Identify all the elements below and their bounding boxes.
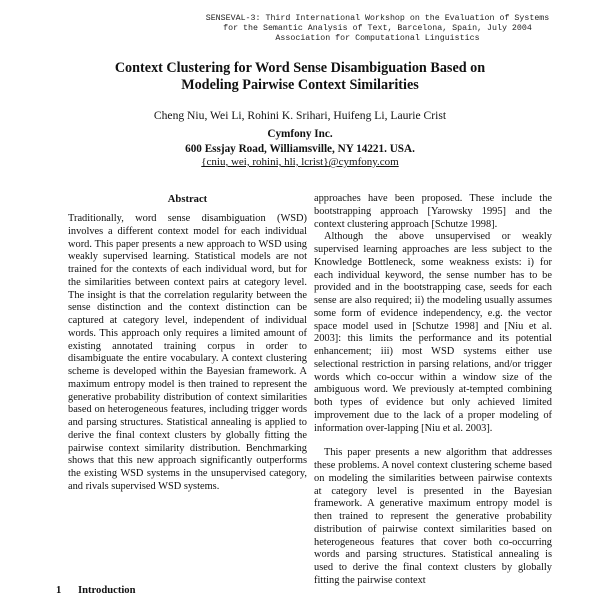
section-number: 1 [56, 585, 62, 596]
conference-header [180, 14, 575, 44]
author-list: Cheng Niu, Wei Li, Rohini K. Srihari, Huifeng Li, Laurie Crist [153, 109, 447, 122]
affiliation [60, 127, 540, 157]
email-domain: @cymfony.com [328, 156, 399, 168]
body-paragraph-2: Although the above unsupervised or weakly supervised learning approaches are less subject to the Knowledge Bottleneck, some weakness exists: i) for each individual keyword, the sense number has to be provided and in the bootstrapping case, seeds for each sense are also required; ii) the modeling usually assumes some form of evidence independency, e.g. the vector space model used in [Schutze 1998] and [Niu et al. 2003]: this limits the performance and its potential enhancement; iii) most WSD systems either use selectional restriction in parsing relations, and/or trigger words which co-occur within a window size of the ambiguous word. We previously at-tempted combining both types of evidence but only achieved limited improvement due to the lack of a proper modeling of information over-lapping [Niu et al. 2003]. [314, 231, 552, 434]
section-title: Introduction [78, 585, 136, 596]
right-body-column [314, 193, 552, 588]
title-line-1: Context Clustering for Word Sense Disambiguation Based on [114, 60, 486, 76]
abstract-text: Traditionally, word sense disambiguation (WSD) involves a different context model for each individual word. This paper presents a new approach to WSD using weakly supervised learning. Statistical models are not trained for the contexts of each individual word, but for the similarities between context pairs at category level. The insight is that the correlation regularity between the sense distinction and the context distinction can be captured at category level, independent of individual words. This approach only requires a limited amount of existing annotated training corpus in order to disambiguate the entire vocabulary. A context clustering scheme is developed within the Bayesian framework. A maximum entropy model is then trained to represent the generative probability distribution of context similarities based on heterogeneous features, including trigger words and parsing structures. Statistical annealing is applied to derive the final context clusters by globally fitting the pairwise context similarity distribution. Benchmarking shows that this new approach significantly outperforms the existing WSD systems in the unsupervised category, and rivals supervised WSD systems. [68, 213, 307, 492]
abstract-heading: Abstract [167, 194, 208, 205]
author-emails [60, 156, 540, 168]
email-prefix: {cniu, wei, rohini, hli, lcrist} [201, 156, 329, 168]
header-line-3: Association for Computational Linguistics [275, 34, 480, 43]
body-paragraph-3: This paper presents a new algorithm that addresses these problems. A novel context clustering scheme based on modeling the similarities between pairwise contexts at category level is presented in the Bayesian framework. A generative maximum entropy model is then trained to represent the generative probability distribution of pairwise context similarities based on heterogeneous features that cover both co-occurring words and parsing structures. Statistical annealing is used to derive the final context clusters by globally fitting the pairwise context [314, 447, 552, 586]
affiliation-address: 600 Essjay Road, Williamsville, NY 14221. USA. [185, 143, 415, 155]
affiliation-org: Cymfony Inc. [267, 128, 333, 140]
paper-title [60, 60, 540, 94]
header-line-2: for the Semantic Analysis of Text, Barcelona, Spain, July 2004 [223, 24, 532, 33]
abstract-column [68, 213, 307, 494]
body-paragraph-1: approaches have been proposed. These include the bootstrapping approach [Yarowsky 1995] and the context clustering approach [Schutze 1998]. [314, 193, 552, 230]
title-line-2: Modeling Pairwise Context Similarities [181, 77, 419, 93]
header-line-1: SENSEVAL-3: Third International Workshop on the Evaluation of Systems [205, 14, 550, 23]
section-heading-introduction [56, 585, 256, 596]
